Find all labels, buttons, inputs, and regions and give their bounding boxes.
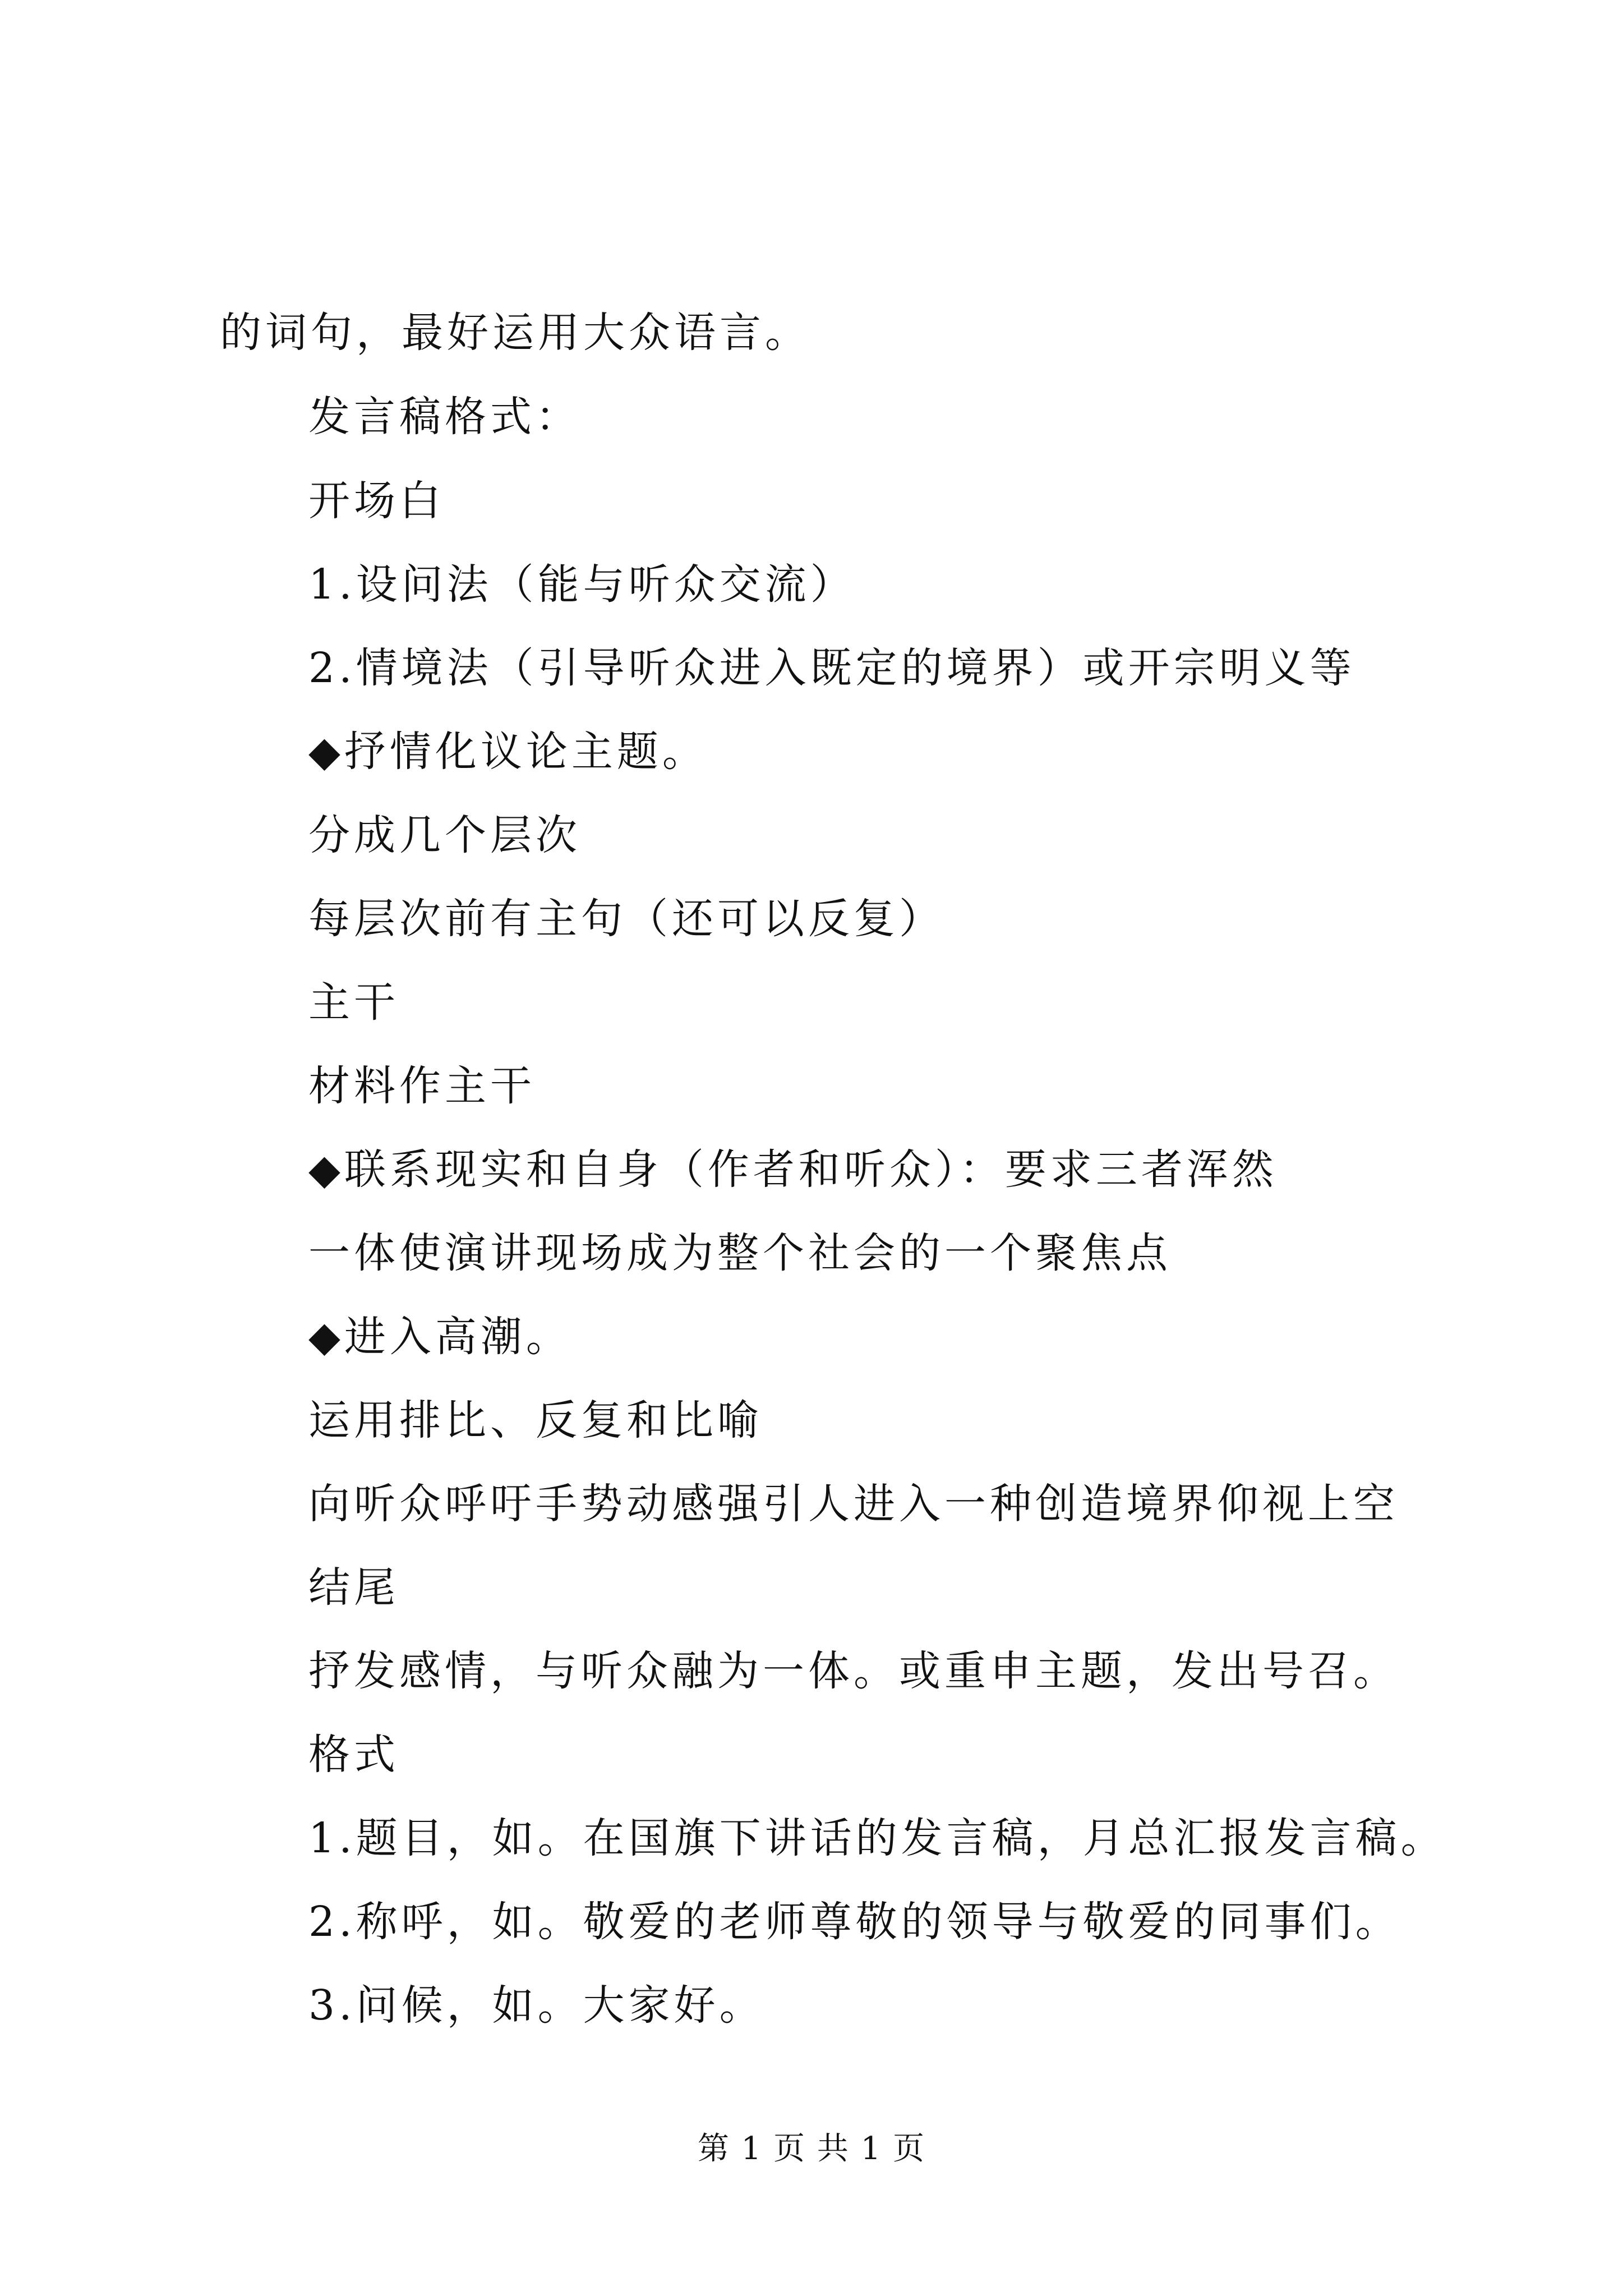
text-line: 2.称呼，如。敬爱的老师尊敬的领导与敬爱的同事们。 [308,1898,1401,1946]
text-line: 1.设问法（能与听众交流） [308,560,856,609]
text-line: 一体使演讲现场成为整个社会的一个聚焦点 [308,1229,1172,1277]
text-line: ◆抒情化议论主题。 [308,728,708,776]
page-number: 第 1 页 共 1 页 [697,2131,926,2167]
text-line: 开场白 [308,477,445,525]
text-line: 每层次前有主句（还可以反复） [308,895,944,943]
text-line: 分成几个层次 [308,811,581,859]
text-line: 3.问候，如。大家好。 [308,1981,765,2030]
text-line: 2.情境法（引导听众进入既定的境界）或开宗明义等 [308,644,1355,692]
text-line: 发言稿格式： [308,393,581,441]
text-line: 向听众呼吁手势动感强引人进入一种创造境界仰视上空 [308,1480,1399,1528]
text-line: 运用排比、反复和比喻 [308,1396,763,1444]
text-line: 1.题目，如。在国旗下讲话的发言稿，月总汇报发言稿。 [308,1814,1446,1862]
text-line: 的词句，最好运用大众语言。 [220,309,810,357]
text-line: ◆进入高潮。 [308,1313,571,1361]
text-line: 格式 [308,1731,399,1779]
text-line: 结尾 [308,1563,399,1612]
text-line: 抒发感情，与听众融为一体。或重申主题，发出号召。 [308,1647,1399,1695]
text-line: 主干 [308,978,399,1027]
text-line: 材料作主干 [308,1062,536,1110]
text-line: ◆联系现实和自身（作者和听众）：要求三者浑然 [308,1145,1278,1194]
